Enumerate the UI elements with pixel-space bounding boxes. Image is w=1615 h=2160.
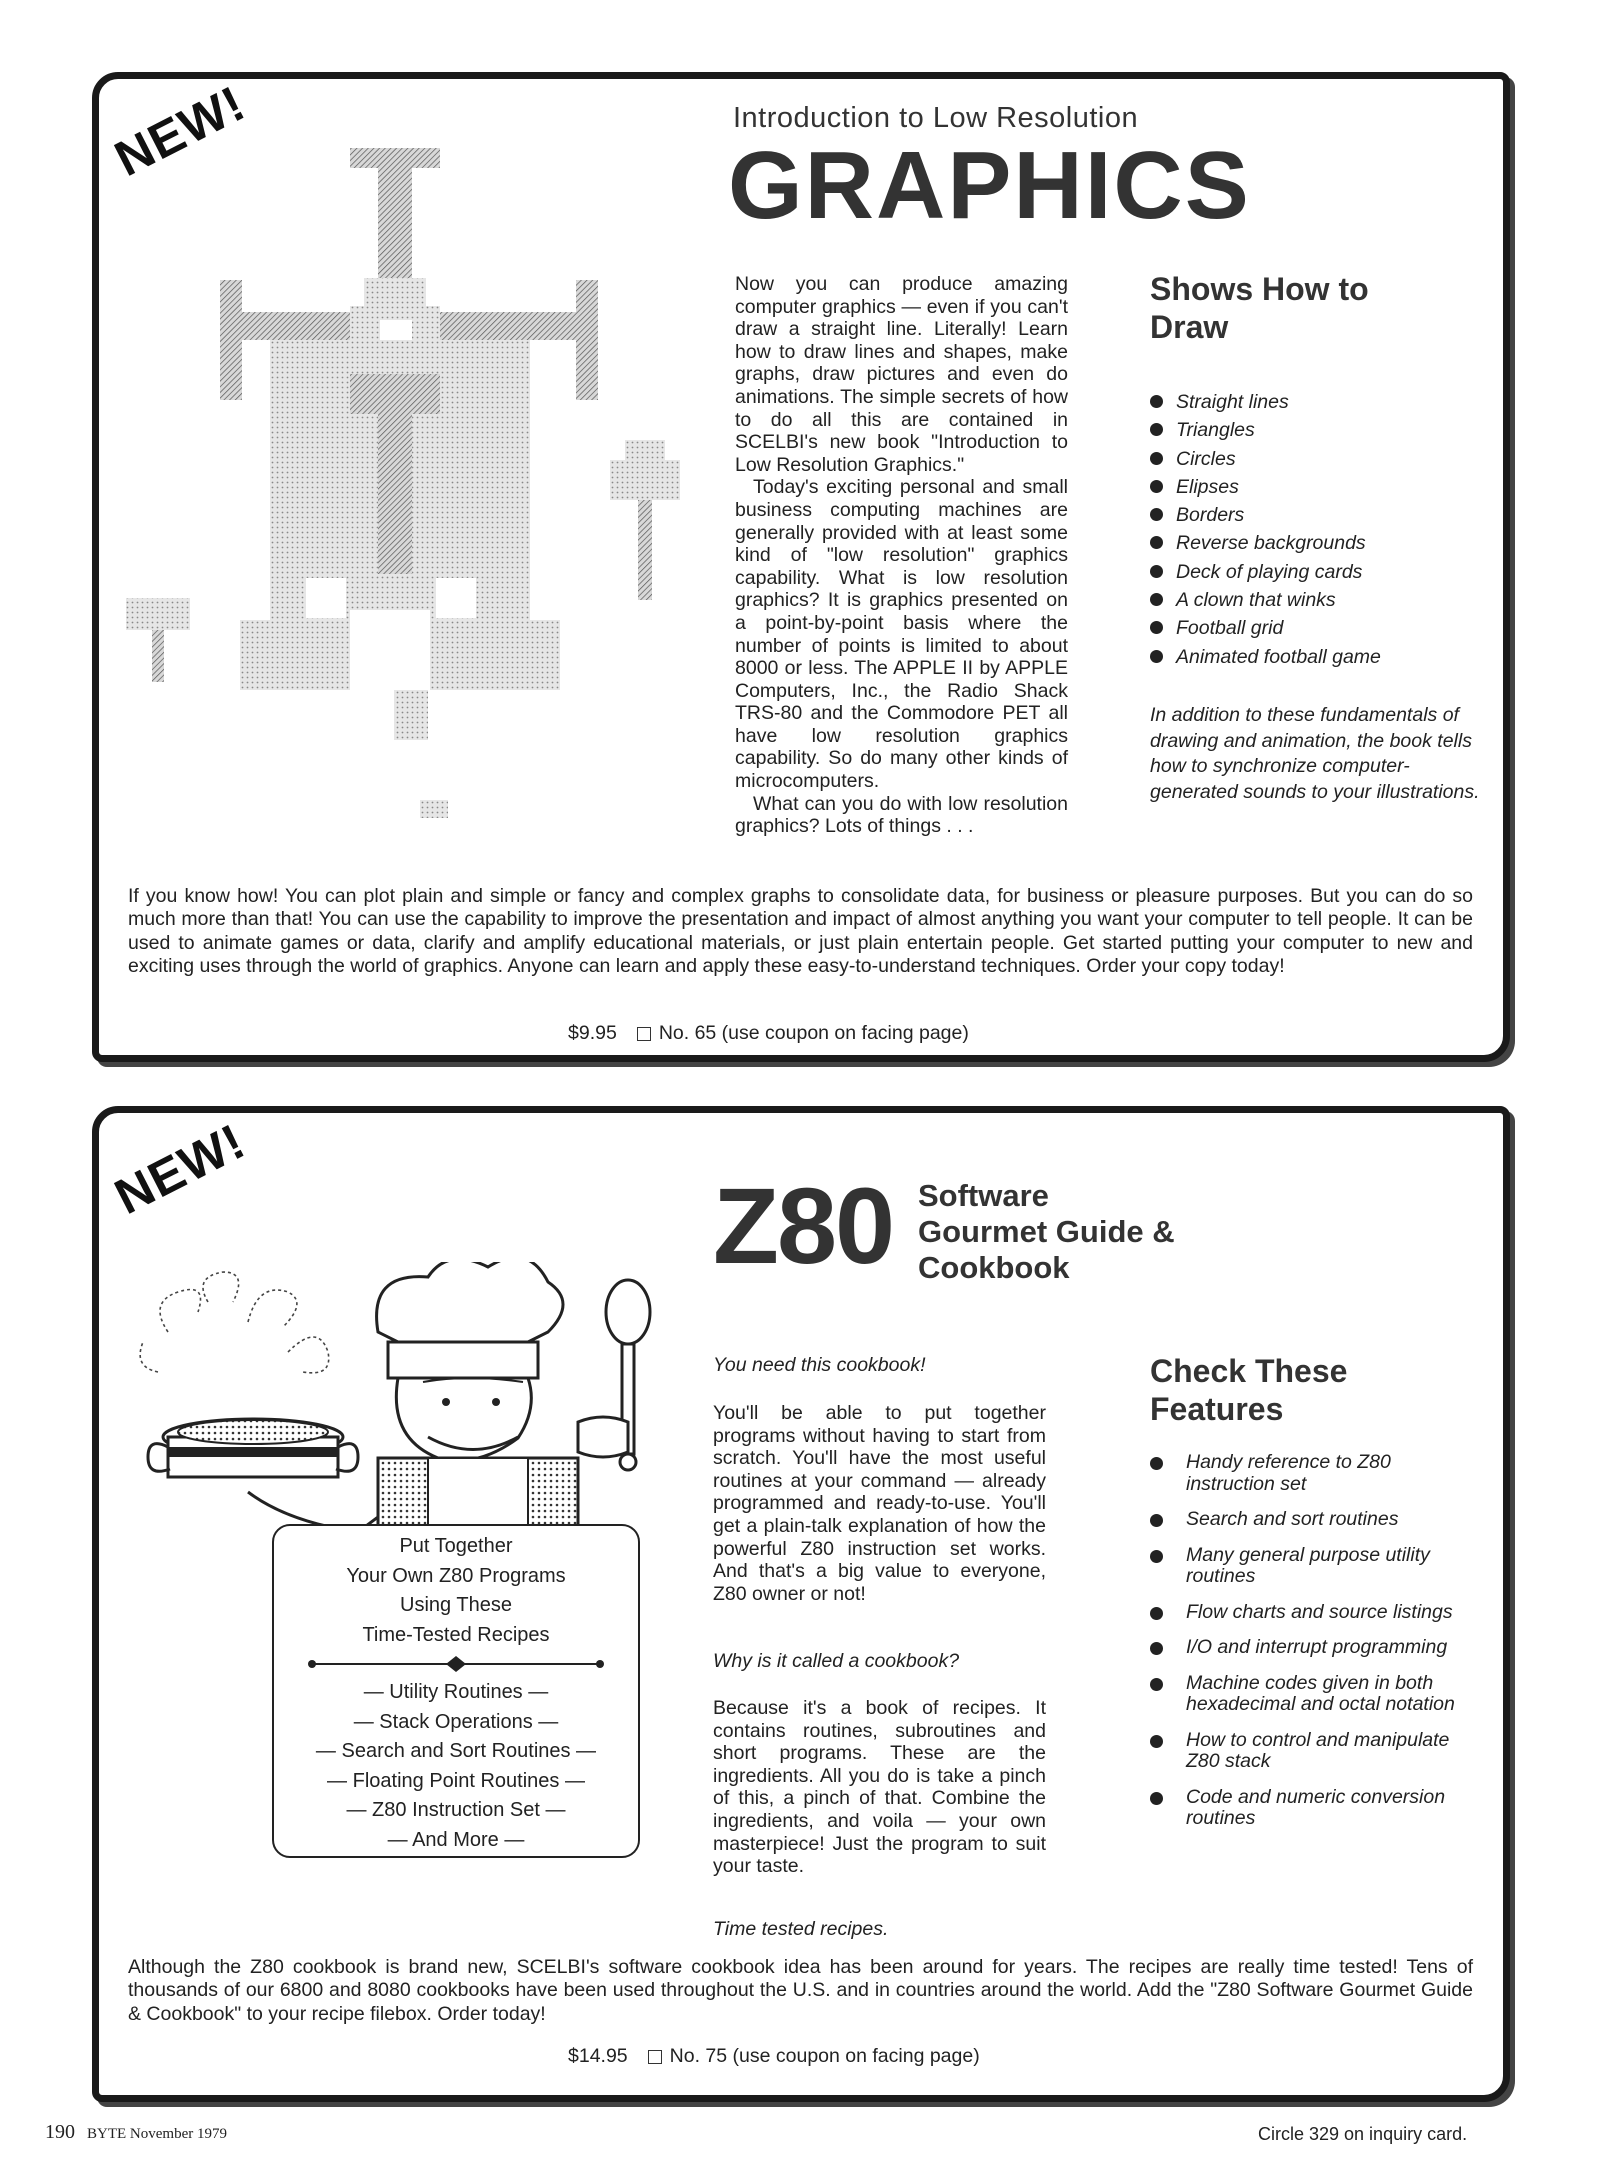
graphics-order-number: No. 65 (use coupon on facing page) [658,1022,969,1044]
recipe-card-line: Time-Tested Recipes [362,1623,550,1646]
page-number: 190 [45,2121,75,2143]
recipe-card-item: — Utility Routines — [363,1681,549,1703]
z80-title: Z80 [713,1165,894,1286]
z80-feature-item: Flow charts and source listings [1150,1602,1470,1624]
graphics-feature-item: Animated football game [1150,643,1470,671]
z80-time-tested: Time tested recipes. [713,1918,889,1940]
z80-subtitle-line: Cookbook [918,1250,1070,1285]
z80-feature-item: Code and numeric conversion routines [1150,1787,1470,1830]
recipe-card-item: — Z80 Instruction Set — [346,1799,566,1821]
windmill-pixel-art [110,140,710,840]
graphics-paragraph-2: Today's exciting personal and small business computing machines are generally provided with at least some kind of "low resolution" graphics capability. What is low resolution graphics? It is graphics presented on a point-by-point basis where the number of points is limited to about 8000 or less. The APPLE II by APPLE Computers, Inc., the Radio Shack TRS-80 and the Commodore PET all have low resolution graphics capability. So do many other kinds of microcomputers. [735,476,1068,793]
z80-feature-item: How to control and manipulate Z80 stack [1150,1730,1470,1773]
z80-intro-italic: You need this cookbook! [713,1354,926,1376]
z80-feature-item: I/O and interrupt programming [1150,1637,1470,1659]
graphics-features-note: In addition to these fundamentals of drawing and animation, the book tells how to synchronize computer-generated sounds to your illustrations. [1150,704,1480,803]
z80-subtitle [918,1178,1175,1286]
graphics-intro-line: Introduction to Low Resolution [733,102,1139,134]
chef-illustration [128,1262,688,1562]
recipe-card [272,1524,640,1858]
inquiry-card-note: Circle 329 on inquiry card. [1258,2124,1468,2144]
z80-feature-item: Handy reference to Z80 instruction set [1150,1452,1470,1495]
graphics-features-heading: Shows How to Draw [1150,271,1369,346]
graphics-feature-item: Deck of playing cards [1150,558,1470,586]
recipe-card-item: — Floating Point Routines — [327,1769,585,1792]
graphics-wide-paragraph: If you know how! You can plot plain and simple or fancy and complex graphs to consolidate data, for business or pleasure purposes. But you can do so much more than that! You can use the capability to improve the presentation and impact of almost anything you want your computer to tell people. It can be used to animate games or data, clarify and amplify educational materials, or just plain entertain people. Get started putting your computer to new and exciting uses through the world of graphics. Anyone can learn and apply these easy-to-understand techniques. Order your copy today! [128,885,1473,977]
graphics-feature-item: A clown that winks [1150,586,1470,614]
graphics-order-checkbox[interactable] [637,1027,651,1041]
z80-order-number: No. 75 (use coupon on facing page) [669,2045,980,2067]
z80-subtitle-line: Software [918,1178,1049,1213]
z80-subtitle-line: Gourmet Guide & [918,1214,1175,1249]
z80-features-list [1150,1452,1470,1844]
z80-feature-item: Many general purpose utility routines [1150,1545,1470,1588]
footer-left [45,2121,227,2144]
graphics-feature-item: Straight lines [1150,388,1470,416]
graphics-title: GRAPHICS [728,132,1251,239]
graphics-feature-item: Reverse backgrounds [1150,529,1470,557]
graphics-feature-item: Elipses [1150,473,1470,501]
graphics-feature-item: Borders [1150,501,1470,529]
graphics-order-line [568,1022,969,1045]
recipe-card-line: Using These [400,1594,512,1616]
z80-feature-item: Machine codes given in both hexadecimal and octal notation [1150,1673,1470,1716]
graphics-paragraph-3: What can you do with low resolution graphics? Lots of things . . . [735,792,1068,838]
z80-paragraph-1: You'll be able to put together programs without having to start from scratch. You'll have the most useful routines at your command — already programmed and ready-to-use. You'll get a plain-talk explanation of how the powerful Z80 instruction set works. And that's a big value to everyone, Z80 owner or not! [713,1402,1046,1605]
magazine-issue: BYTE November 1979 [87,2126,227,2142]
recipe-card-divider [274,1652,638,1676]
new-stamp-z80: NEW! [106,1112,254,1226]
recipe-card-line: Put Together [399,1535,513,1557]
z80-wide-paragraph: Although the Z80 cookbook is brand new, SCELBI's software cookbook idea has been around for years. The recipes are really time tested! Tens of thousands of our 6800 and 8080 cookbooks have been used throughout the U.S. and in countries around the world. Add the "Z80 Software Gourmet Guide & Cookbook" to your recipe filebox. Order today! [128,1956,1473,2025]
recipe-card-item: — Stack Operations — [353,1710,559,1733]
z80-order-checkbox[interactable] [648,2050,662,2064]
graphics-body-column [735,273,1068,838]
recipe-card-item: — And More — [387,1828,525,1851]
z80-price: $14.95 [568,2045,628,2067]
new-stamp-graphics: NEW! [106,74,254,188]
graphics-feature-item: Circles [1150,445,1470,473]
graphics-price: $9.95 [568,1022,617,1044]
z80-features-heading: Check These Features [1150,1353,1348,1428]
graphics-feature-item: Triangles [1150,416,1470,444]
ornament-divider-icon [306,1652,606,1676]
z80-feature-item: Search and sort routines [1150,1509,1470,1531]
z80-order-line [568,2045,980,2068]
recipe-card-item: — Search and Sort Routines — [315,1740,597,1762]
recipe-card-line: Your Own Z80 Programs [346,1564,566,1587]
graphics-features-list [1150,388,1470,671]
graphics-feature-item: Football grid [1150,614,1470,642]
z80-why-italic: Why is it called a cookbook? [713,1650,960,1672]
z80-paragraph-2: Because it's a book of recipes. It contains routines, subroutines and short programs. These are the ingredients. All you do is take a pinch of this, a pinch of that. Combine the ingredients, and voila — your own masterpiece! Just the program to suit your taste. [713,1697,1046,1878]
graphics-paragraph-1: Now you can produce amazing computer graphics — even if you can't draw a straight line. Literally! Learn how to draw lines and shapes, make graphs, draw pictures and even do animations. The simple secrets of how to do all this are contained in SCELBI's new book "Introduction to Low Resolution Graphics." [735,273,1068,476]
